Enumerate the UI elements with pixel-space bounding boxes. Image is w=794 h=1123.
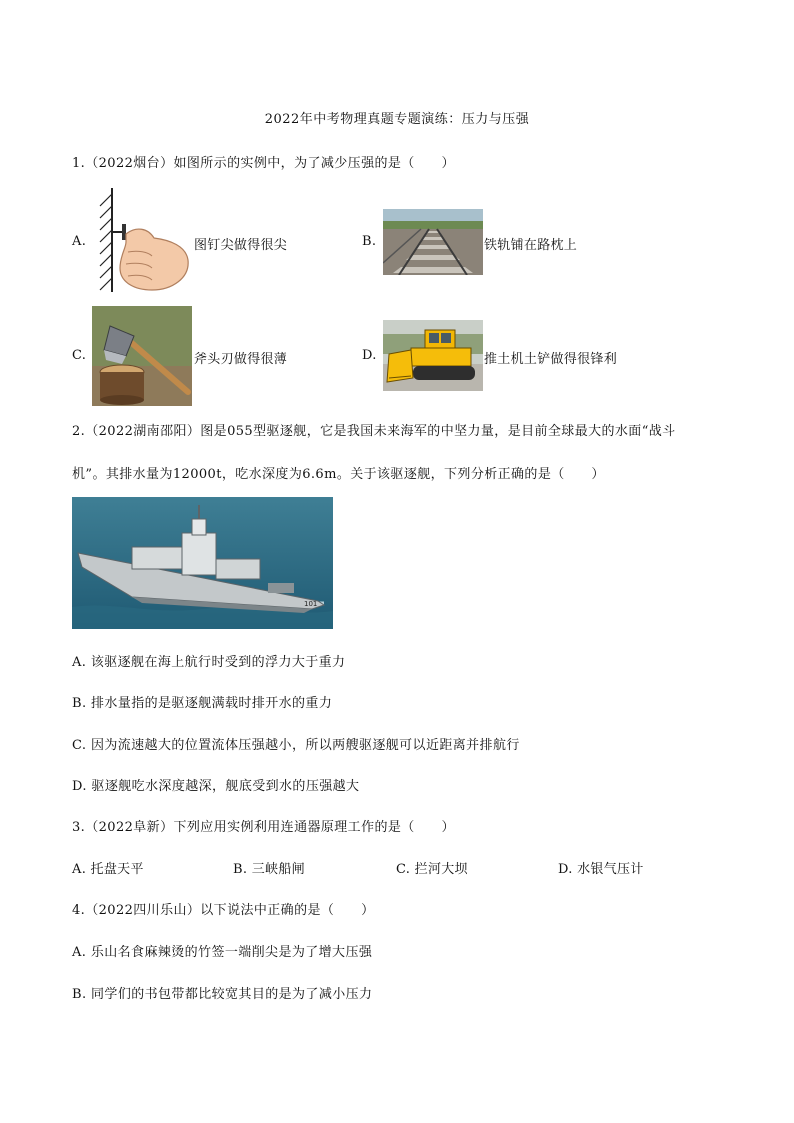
question-4-stem: 4.（2022四川乐山）以下说法中正确的是（ ） [72,903,375,918]
q2-option-b: B. 排水量指的是驱逐舰满载时排开水的重力 [72,696,333,711]
q1-option-d-label: D. [362,348,377,363]
q2-option-c: C. 因为流速越大的位置流体压强越小，所以两艘驱逐舰可以近距离并排航行 [72,738,520,753]
thumbtack-image [92,186,192,294]
q1-option-b-caption: 铁轨铺在路枕上 [484,238,578,253]
q1-option-a-caption: 图钉尖做得很尖 [194,238,288,253]
q1-option-d-caption: 推土机土铲做得很锋利 [484,352,618,367]
destroyer-image [72,497,333,629]
q2-option-a: A. 该驱逐舰在海上航行时受到的浮力大于重力 [72,655,346,670]
q2-option-d: D. 驱逐舰吃水深度越深，舰底受到水的压强越大 [72,779,360,794]
q4-option-a: A. 乐山名食麻辣烫的竹签一端削尖是为了增大压强 [72,945,373,960]
bulldozer-image [383,320,483,391]
q1-option-b-label: B. [362,234,377,249]
railway-track-image [383,209,483,275]
document-title: 2022年中考物理真题专题演练：压力与压强 [264,112,530,127]
question-3-stem: 3.（2022阜新）下列应用实例利用连通器原理工作的是（ ） [72,820,455,835]
q3-option-c: C. 拦河大坝 [396,862,468,877]
q3-option-d: D. 水银气压计 [558,862,644,877]
hull-number: 101 [304,600,318,608]
q1-option-c-label: C. [72,348,87,363]
q4-option-b: B. 同学们的书包带都比较宽其目的是为了减小压力 [72,987,373,1002]
q1-option-c-caption: 斧头刃做得很薄 [194,352,288,367]
question-2-stem-line-2: 机”。其排水量为12000t，吃水深度为6.6m。关于该驱逐舰，下列分析正确的是（ ） [72,467,605,482]
q3-option-b: B. 三峡船闸 [233,862,305,877]
question-2-stem-line-1: 2.（2022湖南邵阳）图是055型驱逐舰，它是我国未来海军的中坚力量，是目前全球最大的水面“战斗 [72,424,676,439]
q1-option-a-label: A. [72,234,87,249]
question-1-stem: 1.（2022烟台）如图所示的实例中，为了减少压强的是（ ） [72,156,455,171]
q3-option-a: A. 托盘天平 [72,862,144,877]
axe-stump-image [92,306,192,406]
